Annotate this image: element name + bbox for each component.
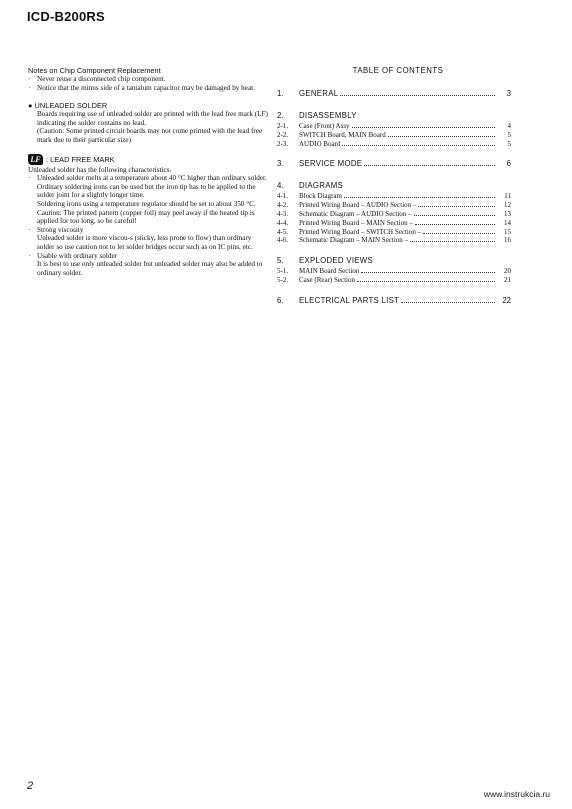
notes-column	[28, 66, 268, 277]
toc-entry-number: 4.	[277, 181, 284, 191]
unleaded-section	[28, 101, 268, 144]
toc-subentry[interactable]	[277, 267, 511, 276]
toc-leader-dots	[352, 127, 495, 128]
unleaded-caution: (Caution: Some printed circuit boards may not come printed with the lead free mark due to their particular size)	[37, 127, 263, 144]
toc-entry[interactable]	[277, 256, 511, 267]
toc-subentry[interactable]	[277, 210, 511, 219]
bullet-icon: ●	[28, 101, 33, 111]
toc-leader-dots	[388, 136, 495, 137]
toc-subentry-label: AUDIO Board	[299, 139, 341, 148]
notes-item: · Notice that the minus side of a tantalum capacitor may be damaged by heat.	[28, 83, 255, 92]
toc-subentry[interactable]	[277, 131, 511, 140]
toc-entry-label: DIAGRAMS	[299, 181, 343, 191]
toc-subentry-number: 4-1.	[277, 192, 289, 201]
characteristic-item: · Usable with ordinary solder	[28, 251, 118, 260]
characteristic-item: · Strong viscosity	[28, 225, 84, 234]
toc-subentry-number: 5-1.	[277, 267, 289, 276]
toc-subentry-label: Block Diagram	[299, 192, 342, 201]
toc-subentry-page: 11	[504, 192, 511, 201]
toc-entry[interactable]	[277, 296, 511, 307]
toc-subentry-page: 16	[504, 236, 511, 245]
toc-subentry-label: Case (Front) Assy	[299, 122, 350, 130]
toc-subentry-label: Schematic Diagram – AUDIO Section –	[299, 209, 412, 218]
toc-group	[277, 181, 511, 245]
toc-subentry-label: MAIN Board Section	[299, 267, 360, 276]
toc-entry[interactable]	[277, 89, 511, 100]
toc-subentry[interactable]	[277, 228, 511, 237]
toc-entry[interactable]	[277, 181, 511, 192]
toc-subentry-number: 5-2.	[277, 275, 289, 284]
toc-entry-label: ELECTRICAL PARTS LIST	[299, 295, 400, 305]
toc-entry-page: 22	[502, 295, 511, 305]
page-number: 2	[27, 780, 34, 792]
toc-subentry[interactable]	[277, 276, 511, 285]
toc-leader-dots	[414, 215, 495, 216]
toc-subentry-page: 20	[504, 267, 511, 276]
toc-subentry-page: 5	[507, 139, 511, 148]
characteristic-text: Soldering irons using a temperature regulator should be set to about 350 °C.	[37, 199, 256, 208]
lead-free-logo-icon: LF	[28, 154, 43, 165]
toc-subentry-page: 21	[504, 275, 511, 284]
toc-leader-dots	[401, 302, 495, 303]
toc-leader-dots	[423, 233, 495, 234]
toc-leader-dots	[410, 241, 495, 242]
toc-leader-dots	[415, 224, 495, 225]
characteristic-text: Unleaded solder is more viscou-s (sticky, less prone to flow) than ordinary solder so use caution not to let solder bridges occur such as on IC pins, etc.	[37, 234, 253, 251]
characteristic-caution: Caution: The printed pattern (copper foil) may peel away if the heated tip is applied for too long, so be careful!	[37, 208, 255, 226]
toc-subentry[interactable]	[277, 122, 511, 131]
toc-subentry-page: 4	[507, 122, 511, 130]
lead-free-intro: Unleaded solder has the following characteristics.	[28, 165, 172, 174]
toc-subentry-page: 13	[504, 209, 511, 218]
toc-subentry-number: 4-4.	[277, 218, 289, 227]
toc-subentry[interactable]	[277, 201, 511, 210]
toc-subentry-number: 2-3.	[277, 139, 289, 148]
toc-entry-number: 6.	[277, 295, 284, 305]
toc-subentry[interactable]	[277, 219, 511, 228]
toc-subentry-page: 15	[504, 227, 511, 236]
unleaded-heading: ● UNLEADED SOLDER	[28, 101, 108, 111]
toc-leader-dots	[361, 272, 495, 273]
toc-leader-dots	[344, 197, 495, 198]
toc-subentry-number: 4-6.	[277, 236, 289, 245]
toc-subentry-label: Printed Wiring Board – MAIN Section –	[299, 218, 413, 227]
characteristic-text: It is best to use only unleaded solder but unleaded solder may also be added to ordinary solder.	[37, 260, 263, 277]
toc-subentry-page: 14	[504, 218, 511, 227]
toc-group	[277, 159, 511, 170]
toc-leader-dots	[357, 281, 495, 282]
toc-entry-label: DISASSEMBLY	[299, 111, 357, 120]
toc-leader-dots	[364, 165, 495, 166]
toc-subentry[interactable]	[277, 192, 511, 201]
toc-subentry[interactable]	[277, 236, 511, 245]
notes-item: · Never reuse a disconnected chip component.	[28, 75, 166, 83]
toc-group	[277, 111, 511, 148]
lead-free-heading: : LEAD FREE MARK	[46, 154, 115, 164]
toc-entry-label: EXPLODED VIEWS	[299, 256, 373, 266]
toc-entry-page: 3	[506, 89, 511, 98]
toc-entry[interactable]	[277, 111, 511, 122]
characteristic-item: · Unleaded solder melts at a temperature about 40 °C higher than ordinary solder.	[28, 174, 267, 183]
toc-group	[277, 89, 511, 100]
toc-leader-dots	[340, 95, 495, 96]
toc-list	[277, 89, 511, 307]
toc-subentry-number: 2-1.	[277, 122, 289, 130]
toc-entry[interactable]	[277, 159, 511, 170]
notes-heading: Notes on Chip Component Replacement	[28, 66, 161, 75]
toc-entry-page: 6	[506, 159, 511, 169]
toc-leader-dots	[342, 145, 495, 146]
toc-title: TABLE OF CONTENTS	[352, 66, 444, 75]
toc-subentry-label: SWITCH Board, MAIN Board	[299, 130, 386, 139]
toc-subentry-label: Printed Wiring Board – SWITCH Section –	[299, 227, 422, 236]
toc-subentry-number: 2-2.	[277, 130, 289, 139]
table-of-contents	[277, 66, 511, 318]
toc-subentry-page: 12	[504, 201, 511, 210]
toc-group	[277, 296, 511, 307]
toc-entry-label: GENERAL	[299, 89, 339, 98]
toc-subentry-label: Printed Wiring Board – AUDIO Section –	[299, 201, 417, 210]
toc-entry-number: 5.	[277, 256, 284, 266]
toc-subentry-number: 4-2.	[277, 201, 289, 210]
toc-entry-label: SERVICE MODE	[299, 159, 363, 169]
toc-entry-number: 2.	[277, 111, 284, 120]
toc-entry-number: 1.	[277, 89, 284, 98]
characteristic-text: Ordinary soldering irons can be used but the iron tip has to be applied to the solder joint for a slightly longer time.	[37, 182, 256, 200]
model-title: ICD-B200RS	[27, 9, 105, 24]
toc-subentry-label: Schematic Diagram – MAIN Section –	[299, 236, 409, 245]
toc-subentry-page: 5	[507, 130, 511, 139]
toc-subentry-number: 4-5.	[277, 227, 289, 236]
lead-free-mark-row	[28, 154, 268, 165]
toc-group	[277, 256, 511, 285]
toc-subentry-label: Case (Rear) Section	[299, 275, 355, 284]
toc-entry-number: 3.	[277, 159, 284, 169]
watermark: www.instrukcia.ru	[483, 789, 550, 799]
toc-subentry[interactable]	[277, 140, 511, 149]
unleaded-text: Boards requiring use of unleaded solder are printed with the lead free mark (LF) indicating the solder contains no lead.	[37, 110, 268, 127]
toc-leader-dots	[418, 206, 495, 207]
toc-subentry-number: 4-3.	[277, 209, 289, 218]
